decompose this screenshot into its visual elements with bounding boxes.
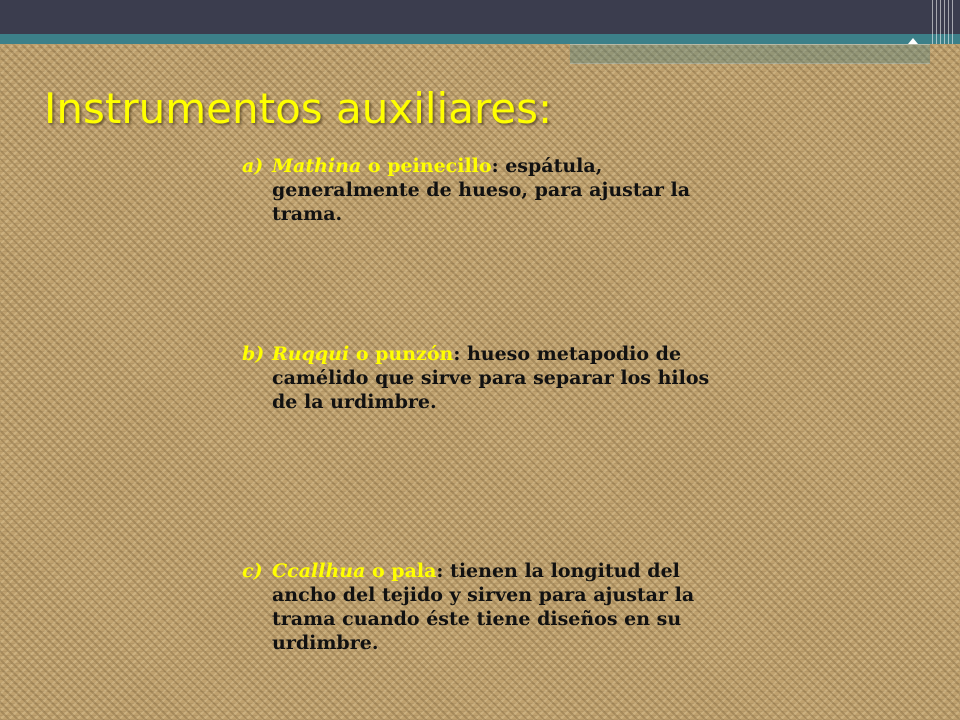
item-description: : espátula, generalmente de hueso, para ajustar la trama.	[272, 155, 691, 225]
corner-arrow-icon	[908, 38, 918, 44]
item-alt-term: pala	[391, 560, 437, 582]
list-item-body	[272, 342, 712, 414]
list-item-body	[272, 154, 712, 226]
top-bar	[0, 0, 960, 34]
item-term: Mathina	[272, 155, 362, 177]
list-item-ccallhua	[242, 559, 712, 655]
accent-band-highlight	[570, 44, 930, 64]
item-alt-term: peinecillo	[387, 155, 492, 177]
item-description: : hueso metapodio de camélido que sirve para separar los hilos de la urdimbre.	[272, 343, 710, 413]
corner-lines-decoration	[932, 0, 956, 44]
item-alt-term: punzón	[375, 343, 454, 365]
list-item-mathina	[242, 154, 712, 226]
item-term: Ccallhua	[272, 560, 366, 582]
list-item-body	[272, 559, 712, 655]
list-marker: b)	[242, 343, 265, 365]
item-connector: o	[361, 155, 388, 177]
item-description: : tienen la longitud del ancho del tejido y sirven para ajustar la trama cuando éste tiene diseños en su urdimbre.	[272, 560, 695, 654]
slide-title: Instrumentos auxiliares:	[44, 84, 553, 133]
list-item-ruqqui	[242, 342, 712, 414]
item-connector: o	[349, 343, 376, 365]
accent-band	[0, 34, 960, 44]
list-marker: c)	[242, 560, 263, 582]
item-connector: o	[365, 560, 392, 582]
list-marker: a)	[242, 155, 264, 177]
item-term: Ruqqui	[272, 343, 350, 365]
